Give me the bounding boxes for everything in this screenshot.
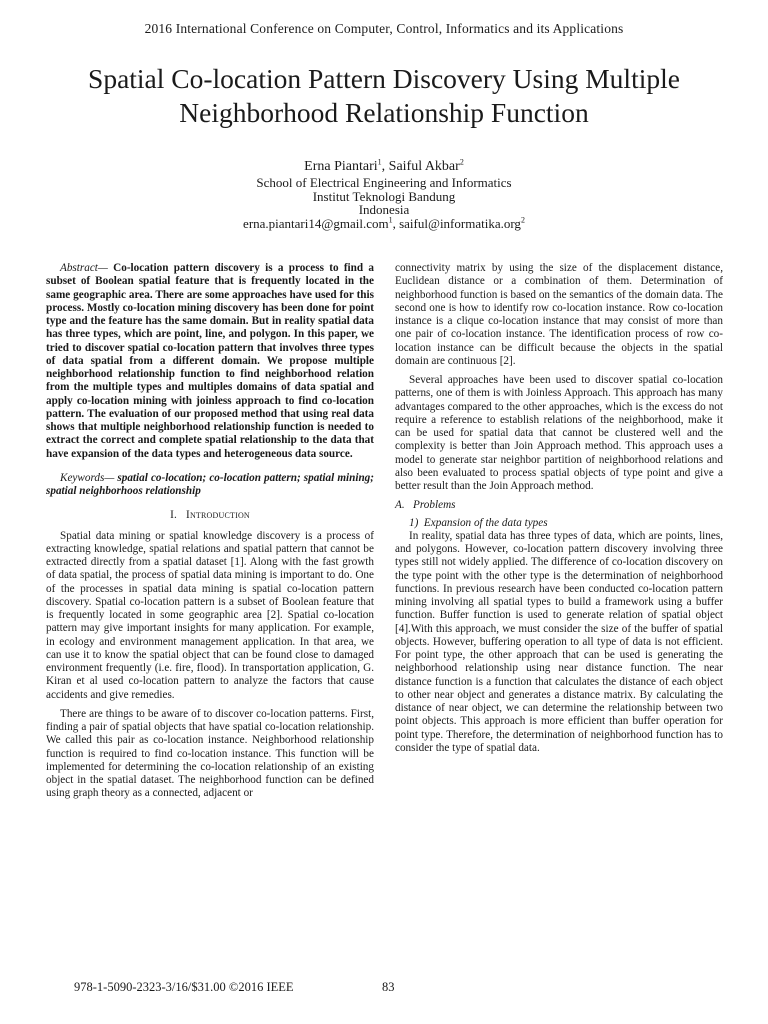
section-numeral: I. — [170, 509, 178, 522]
intro-paragraph-2-continued: connectivity matrix by using the size of the displacement distance, Euclidean distance or a combination of them. Determination of neighborhood function is based on the semantics of the domain data. The second one is how to identify row co-location instance. Row co-location instance is a clique co-location instance that may consist of more than one pair of co-location instance. The identification process of row co-location instance can be difficult because the objects in the spatial domain are continuous [2]. — [395, 262, 723, 367]
footer-isbn: 978-1-5090-2323-3/16/$31.00 ©2016 IEEE — [74, 980, 294, 994]
email-1-superscript: 1 — [388, 215, 393, 225]
email-2[interactable]: saiful@informatika.org — [399, 215, 521, 231]
title-line-2: Neighborhood Relationship Function — [179, 97, 589, 128]
affiliation-country: Indonesia — [358, 202, 410, 218]
right-column — [395, 262, 723, 755]
affiliation-institute: Institut Teknologi Bandung — [312, 188, 456, 204]
intro-paragraph-3: Several approaches have been used to discover spatial co-location patterns, one of them is with Joinless Approach. This approach has many advantages compared to the other approaches, which is the excess do not require a reference to establish relations of the neighborhood, make it can be used for spatial data that cannot be clustered well and the complexity is better than Join Approach method. This approach uses a model to generate star neighbor partition of neighborhood relations and also been evaluated to process spatial objects of type point and give a better result than the Join Approach method. — [395, 374, 723, 492]
email-2-superscript: 2 — [520, 215, 525, 225]
subsubsection-title: Expansion of the data types — [423, 516, 548, 529]
email-separator: , — [392, 215, 400, 231]
subsubsection-heading-expansion — [395, 517, 723, 530]
subsubsection-label: 1) — [409, 516, 419, 529]
subsection-title: Problems — [413, 499, 456, 512]
author-block — [0, 157, 768, 231]
keywords — [46, 472, 374, 499]
abstract-text: Co-location pattern discovery is a process to find a subset of Boolean spatial feature that is frequently located in the same geographic area. There are some approaches have used for this process. Mostly co-location mining discovery has been done for point type and the feature has the same domain. But in reality spatial data has three types, which are point, line, and polygon. In this paper, we tried to discover spatial co-location pattern that involves three types of data spatial from a different domain. We propose multiple neighborhood relationship function to find neighborhood relation from the multiple types and multiples domains of data spatial and apply co-location mining with joinless approach to find co-location pattern. The evaluation of our proposed method that using real data shows that multiple neighborhood relationship function is needed to extract the correct and complete spatial relationship to the data that have expansion of the data types and heterogeneous data source. — [46, 262, 374, 460]
subsection-heading-problems — [395, 499, 723, 512]
author-emails — [0, 217, 768, 230]
paper-title — [30, 62, 738, 130]
affiliation-school: School of Electrical Engineering and Informatics — [256, 175, 512, 191]
section-title: Introduction — [186, 509, 250, 522]
author-name-2: Saiful Akbar — [388, 159, 460, 174]
author-1-superscript: 1 — [377, 157, 382, 167]
intro-paragraph-2: There are things to be aware of to discover co-location patterns. First, finding a pair of spatial objects that have spatial co-location relationship. We called this pair as co-location instance. Neighborhood relationship function is required to find co-location instance. This function will be implemented for determining the co-location relationship of an existing object in the spatial dataset. The neighborhood function can be defined using graph theory as a connected, adjacent or — [46, 707, 374, 800]
title-line-1: Spatial Co-location Pattern Discovery Using Multiple — [88, 63, 680, 94]
subsection-label: A. — [395, 499, 405, 512]
section-heading-introduction — [46, 509, 374, 522]
email-1[interactable]: erna.piantari14@gmail.com — [243, 215, 389, 231]
author-2-superscript: 2 — [459, 157, 464, 167]
abstract-lead: Abstract— — [60, 262, 108, 274]
abstract — [46, 262, 374, 461]
problems-paragraph-1: In reality, spatial data has three types of data, which are points, lines, and polygons. However, co-location pattern discovery involving three types still not widely applied. The difference of co-location discovery on the type point with the other type is the determination of neighborhood functions. In previous research have been conducted co-location pattern mining involving all spatial types to build a framework using a buffer function. Buffer function is used to generate relation of spatial object [4].With this approach, we must consider the size of the buffer of spatial objects. However, buffering operation to all type of data is not efficient. For point type, the other approach that can be used is generating the neighborhood relationship using near distance function. The near distance function is a function that calculates the distance of each object to other near object and generates a distance matrix. By calculating the distance of near object, we can determine the relationship between two point objects. This approach is more efficient than buffer operation for point type. Therefore, the determination of neighborhood function has to consider the type of spatial data. — [395, 529, 723, 754]
conference-header: 2016 International Conference on Computer, Control, Informatics and its Applications — [144, 21, 624, 36]
left-column — [46, 262, 374, 801]
author-name-1: Erna Piantari — [304, 159, 378, 174]
author-names — [0, 157, 768, 174]
keywords-lead: Keywords— — [60, 471, 115, 484]
footer-page-number: 83 — [382, 980, 395, 994]
keywords-text: spatial co-location; co-location pattern; spatial mining; spatial neighborhoos relationship — [46, 471, 374, 497]
author-separator: , — [381, 159, 389, 174]
intro-paragraph-1: Spatial data mining or spatial knowledge discovery is a process of extracting knowledge, spatial relations and spatial pattern that cannot be extracted directly from a spatial dataset [1]. Along with the fast growth of data spatial, the process of spatial data mining is important to do. One of the processes in spatial data mining is spatial co-location pattern discovery. Spatial co-location pattern is a subset of Boolean feature that is frequently located in some geographic area [2]. Spatial co-location pattern may give important insights for many application. For example, in ecology and environment management application. In that area, we can use it to know the spatial object that can be found close to damaged environment frequently (i.e. fire, flood). In transportation application, G. Kiran et al used co-location pattern to analyze the factors that cause accidents and give remedies. — [46, 529, 374, 701]
